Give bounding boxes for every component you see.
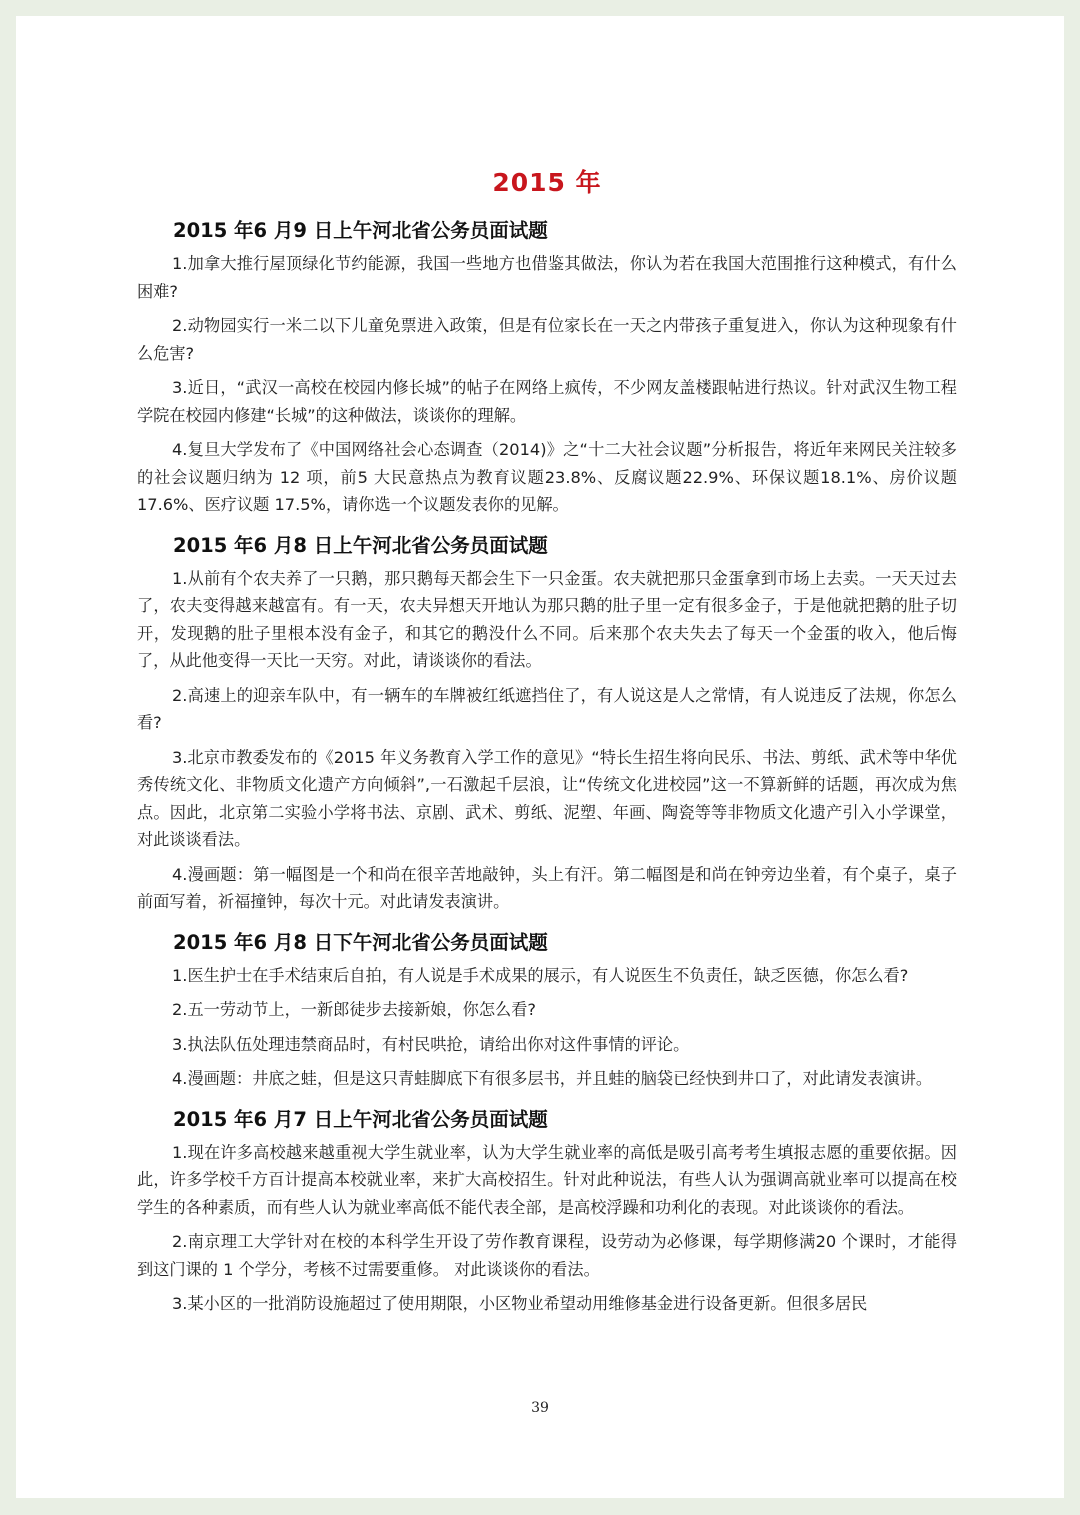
- section-2015-06-09-am: [137, 216, 957, 519]
- document-page: [16, 16, 1064, 1498]
- question-item: 3.北京市教委发布的《2015 年义务教育入学工作的意见》“特长生招生将向民乐、书法、剪纸、武术等中华优秀传统文化、非物质文化遗产方向倾斜”,一石激起千层浪，让“传统文化进校园”这一不算新鲜的话题，再次成为焦点。因此，北京第二实验小学将书法、京剧、武术、剪纸、泥塑、年画、陶瓷等等非物质文化遗产引入小学课堂，对此谈谈看法。: [137, 747, 957, 849]
- section-2015-06-07-am: [137, 1105, 957, 1318]
- page-content: [137, 166, 957, 1330]
- question-item: 1.从前有个农夫养了一只鹅，那只鹅每天都会生下一只金蛋。农夫就把那只金蛋拿到市场上去卖。一天天过去了，农夫变得越来越富有。有一天，农夫异想天开地认为那只鹅的肚子里一定有很多金子，于是他就把鹅的肚子切开，发现鹅的肚子里根本没有金子，和其它的鹅没什么不同。后来那个农夫失去了每天一个金蛋的收入，他后悔了，从此他变得一天比一天穷。对此，请谈谈你的看法。: [137, 568, 957, 670]
- section-2015-06-08-pm: [137, 928, 957, 1093]
- question-item: 2.五一劳动节上，一新郎徒步去接新娘，你怎么看?: [172, 1000, 536, 1019]
- question-item: 2.高速上的迎亲车队中，有一辆车的车牌被红纸遮挡住了，有人说这是人之常情，有人说违反了法规，你怎么看?: [137, 685, 957, 732]
- question-item: 4.漫画题：井底之蛙，但是这只青蛙脚底下有很多层书，并且蛙的脑袋已经快到井口了，对此请发表演讲。: [172, 1069, 933, 1088]
- question-item: 1.加拿大推行屋顶绿化节约能源，我国一些地方也借鉴其做法，你认为若在我国大范围推行这种模式，有什么困难?: [137, 254, 957, 301]
- section-title: 2015 年6 月8 日下午河北省公务员面试题: [173, 930, 548, 954]
- section-title: 2015 年6 月7 日上午河北省公务员面试题: [173, 1107, 548, 1131]
- section-title: 2015 年6 月9 日上午河北省公务员面试题: [173, 219, 548, 242]
- section-2015-06-08-am: [137, 531, 957, 916]
- question-item: 1.医生护士在手术结束后自拍，有人说是手术成果的展示，有人说医生不负责任，缺乏医德，你怎么看?: [172, 965, 909, 985]
- question-item: 4.漫画题：第一幅图是一个和尚在很辛苦地敲钟，头上有汗。第二幅图是和尚在钟旁边坐着，有个桌子，桌子前面写着，祈福撞钟，每次十元。对此请发表演讲。: [137, 864, 957, 911]
- question-item: 2.动物园实行一米二以下儿童免票进入政策，但是有位家长在一天之内带孩子重复进入，你认为这种现象有什么危害?: [137, 316, 957, 363]
- question-item: 3.某小区的一批消防设施超过了使用期限，小区物业希望动用维修基金进行设备更新。但很多居民: [172, 1294, 868, 1313]
- year-heading: 2015 年: [492, 168, 602, 197]
- page-number: 39: [531, 1400, 549, 1416]
- section-title: 2015 年6 月8 日上午河北省公务员面试题: [173, 533, 548, 557]
- question-item: 4.复旦大学发布了《中国网络社会心态调查（2014)》之“十二大社会议题”分析报告，将近年来网民关注较多的社会议题归纳为 12 项，前5 大民意热点为教育议题23.8%、反腐议题22.9%、环保议题18.1%、房价议题 17.6%、医疗议题 17.5%，请你选一个议题发表你的见解。: [137, 440, 957, 514]
- question-item: 3.执法队伍处理违禁商品时，有村民哄抢，请给出你对这件事情的评论。: [172, 1034, 690, 1054]
- question-item: 3.近日，“武汉一高校在校园内修长城”的帖子在网络上疯传，不少网友盖楼跟帖进行热议。针对武汉生物工程学院在校园内修建“长城”的这种做法，谈谈你的理解。: [137, 378, 957, 425]
- question-item: 2.南京理工大学针对在校的本科学生开设了劳作教育课程，设劳动为必修课，每学期修满20 个课时，才能得到这门课的 1 个学分，考核不过需要重修。 对此谈谈你的看法。: [137, 1232, 957, 1279]
- question-item: 1.现在许多高校越来越重视大学生就业率，认为大学生就业率的高低是吸引高考考生填报志愿的重要依据。因此，许多学校千方百计提高本校就业率，来扩大高校招生。针对此种说法，有些人认为强调高就业率可以提高在校学生的各种素质，而有些人认为就业率高低不能代表全部，是高校浮躁和功利化的表现。对此谈谈你的看法。: [137, 1142, 957, 1217]
